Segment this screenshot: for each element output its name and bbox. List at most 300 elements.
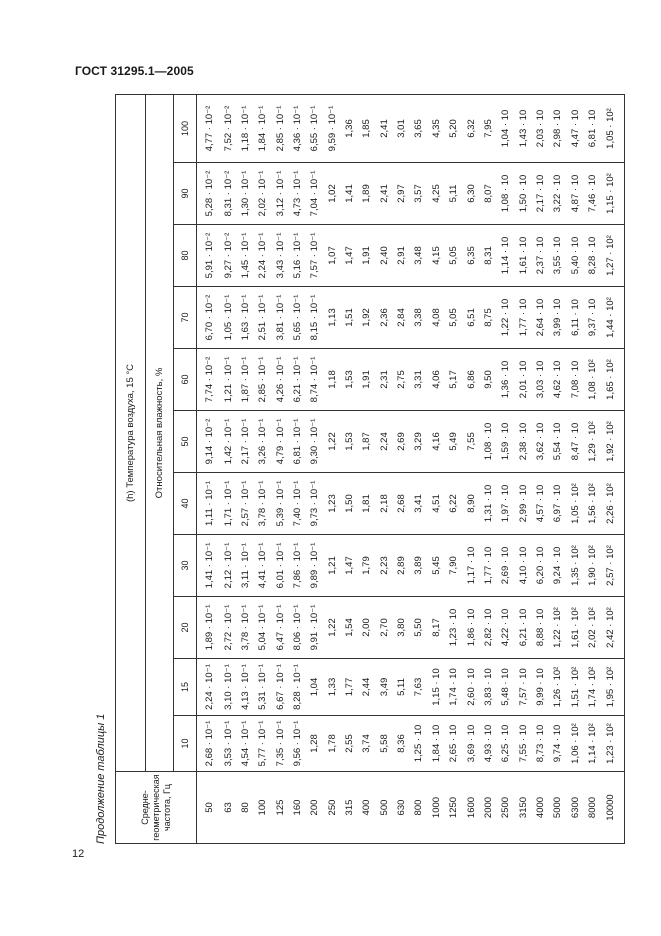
attenuation-cell: 1,22 · 10²: [550, 597, 567, 659]
attenuation-cell: 5,45: [428, 535, 445, 597]
attenuation-cell: 1,29 · 10²: [585, 411, 602, 473]
attenuation-cell: 7,40 · 10⁻¹: [290, 473, 307, 535]
table-row: [602, 94, 624, 843]
attenuation-cell: 9,50: [481, 349, 498, 411]
attenuation-cell: 4,22 · 10: [498, 597, 515, 659]
frequency-cell: 100: [255, 772, 272, 844]
table-row: [411, 94, 428, 843]
attenuation-cell: 1,81: [359, 473, 376, 535]
attenuation-cell: 8,75: [481, 287, 498, 349]
attenuation-cell: 3,74: [359, 716, 376, 772]
humidity-group-header: Относительная влажность, %: [146, 94, 174, 771]
attenuation-cell: 5,28 · 10⁻²: [197, 163, 221, 225]
attenuation-cell: 4,87 · 10: [567, 163, 584, 225]
frequency-cell: 3150: [515, 772, 532, 844]
attenuation-cell: 1,21 · 10⁻¹: [220, 349, 237, 411]
attenuation-cell: 9,73 · 10⁻¹: [307, 473, 324, 535]
attenuation-cell: 1,13: [324, 287, 341, 349]
attenuation-cell: 1,15 · 10²: [602, 163, 624, 225]
attenuation-cell: 4,41 · 10⁻¹: [255, 535, 272, 597]
table-row: [342, 94, 359, 843]
attenuation-cell: 1,59 · 10: [498, 411, 515, 473]
attenuation-cell: 1,92: [359, 287, 376, 349]
attenuation-cell: 6,21 · 10⁻¹: [290, 349, 307, 411]
attenuation-cell: 2,37 · 10: [533, 225, 550, 287]
attenuation-cell: 1,89 · 10⁻¹: [197, 597, 221, 659]
attenuation-cell: 3,53 · 10⁻¹: [220, 716, 237, 772]
attenuation-cell: 2,68: [394, 473, 411, 535]
attenuation-cell: 9,56 · 10⁻¹: [290, 716, 307, 772]
attenuation-cell: 4,54 · 10⁻¹: [237, 716, 254, 772]
frequency-cell: 1250: [446, 772, 463, 844]
attenuation-cell: 3,01: [394, 94, 411, 162]
attenuation-cell: 2,82 · 10: [481, 597, 498, 659]
attenuation-cell: 7,52 · 10⁻²: [220, 94, 237, 162]
attenuation-cell: 2,03 · 10: [533, 94, 550, 162]
attenuation-cell: 3,38: [411, 287, 428, 349]
frequency-cell: 500: [376, 772, 393, 844]
attenuation-cell: 5,40 · 10: [567, 225, 584, 287]
attenuation-cell: 1,51: [342, 287, 359, 349]
attenuation-cell: 3,43 · 10⁻¹: [272, 225, 289, 287]
attenuation-cell: 1,87 · 10⁻¹: [237, 349, 254, 411]
frequency-cell: 400: [359, 772, 376, 844]
attenuation-cell: 1,02: [324, 163, 341, 225]
frequency-cell: 8000: [585, 772, 602, 844]
attenuation-cell: 6,81 · 10: [585, 94, 602, 162]
attenuation-cell: 9,59 · 10⁻¹: [324, 94, 341, 162]
attenuation-cell: 2,69: [394, 411, 411, 473]
table-row: [197, 94, 221, 843]
attenuation-cell: 4,79 · 10⁻¹: [272, 411, 289, 473]
attenuation-table: [115, 94, 625, 844]
attenuation-cell: 2,99 · 10: [515, 473, 532, 535]
frequency-cell: 200: [307, 772, 324, 844]
frequency-cell: 250: [324, 772, 341, 844]
attenuation-cell: 2,23: [376, 535, 393, 597]
attenuation-cell: 8,36: [394, 716, 411, 772]
attenuation-cell: 9,24 · 10: [550, 535, 567, 597]
frequency-cell: 5000: [550, 772, 567, 844]
frequency-cell: 10000: [602, 772, 624, 844]
attenuation-cell: 3,55 · 10: [550, 225, 567, 287]
attenuation-cell: 3,10 · 10⁻¹: [220, 659, 237, 716]
attenuation-cell: 2,64 · 10: [533, 287, 550, 349]
attenuation-cell: 1,18: [324, 349, 341, 411]
attenuation-cell: 1,79: [359, 535, 376, 597]
attenuation-cell: 1,51 · 10²: [567, 659, 584, 716]
attenuation-cell: 7,74 · 10⁻²: [197, 349, 221, 411]
attenuation-cell: 3,99 · 10: [550, 287, 567, 349]
frequency-cell: 315: [342, 772, 359, 844]
attenuation-cell: 1,42 · 10⁻¹: [220, 411, 237, 473]
table-row: [359, 94, 376, 843]
table-row: [220, 94, 237, 843]
attenuation-cell: 2,60 · 10: [463, 659, 480, 716]
humidity-column-header: 30: [174, 535, 197, 597]
attenuation-cell: 4,26 · 10⁻¹: [272, 349, 289, 411]
frequency-cell: 125: [272, 772, 289, 844]
attenuation-cell: 1,84 · 10: [428, 716, 445, 772]
humidity-column-header: 20: [174, 597, 197, 659]
frequency-cell: 80: [237, 772, 254, 844]
attenuation-cell: 6,25 · 10: [498, 716, 515, 772]
attenuation-cell: 2,18: [376, 473, 393, 535]
attenuation-cell: 7,57 · 10⁻¹: [307, 225, 324, 287]
attenuation-cell: 1,77 · 10: [515, 287, 532, 349]
table-row: [394, 94, 411, 843]
attenuation-cell: 1,14 · 10: [498, 225, 515, 287]
attenuation-cell: 1,11 · 10⁻¹: [197, 473, 221, 535]
attenuation-cell: 1,14 · 10²: [585, 716, 602, 772]
attenuation-cell: 5,49: [446, 411, 463, 473]
attenuation-cell: 5,65 · 10⁻¹: [290, 287, 307, 349]
attenuation-cell: 1,30 · 10⁻¹: [237, 163, 254, 225]
attenuation-cell: 4,13 · 10⁻¹: [237, 659, 254, 716]
attenuation-cell: 6,32: [463, 94, 480, 162]
page-number: 12: [72, 848, 85, 860]
attenuation-cell: 6,81 · 10⁻¹: [290, 411, 307, 473]
attenuation-cell: 4,36 · 10⁻¹: [290, 94, 307, 162]
table-row: [446, 94, 463, 843]
attenuation-cell: 1,61 · 10²: [567, 597, 584, 659]
attenuation-cell: 1,56 · 10²: [585, 473, 602, 535]
attenuation-cell: 1,23 · 10²: [602, 716, 624, 772]
attenuation-cell: 1,97 · 10: [498, 473, 515, 535]
attenuation-cell: 4,73 · 10⁻¹: [290, 163, 307, 225]
attenuation-cell: 3,83 · 10: [481, 659, 498, 716]
attenuation-cell: 2,69 · 10: [498, 535, 515, 597]
attenuation-cell: 3,31: [411, 349, 428, 411]
attenuation-cell: 5,48 · 10: [498, 659, 515, 716]
attenuation-cell: 4,16: [428, 411, 445, 473]
attenuation-cell: 2,40: [376, 225, 393, 287]
humidity-column-header: 10: [174, 716, 197, 772]
attenuation-cell: 5,11: [394, 659, 411, 716]
attenuation-cell: 1,36 · 10: [498, 349, 515, 411]
rotated-table-area: [95, 94, 625, 844]
attenuation-cell: 2,51 · 10⁻¹: [255, 287, 272, 349]
attenuation-cell: 7,86 · 10⁻¹: [290, 535, 307, 597]
attenuation-cell: 6,22: [446, 473, 463, 535]
attenuation-cell: 9,99 · 10: [533, 659, 550, 716]
attenuation-cell: 3,03 · 10: [533, 349, 550, 411]
attenuation-cell: 9,30 · 10⁻¹: [307, 411, 324, 473]
attenuation-cell: 2,42 · 10²: [602, 597, 624, 659]
document-header: ГОСТ 31295.1—2005: [75, 64, 194, 78]
attenuation-cell: 1,05 · 10⁻¹: [220, 287, 237, 349]
attenuation-cell: 1,21: [324, 535, 341, 597]
attenuation-cell: 2,65 · 10: [446, 716, 463, 772]
frequency-cell: 2500: [498, 772, 515, 844]
attenuation-cell: 1,27 · 10²: [602, 225, 624, 287]
continuation-label: Продолжение таблицы 1: [95, 713, 107, 844]
table-row: [324, 94, 341, 843]
attenuation-cell: 2,24 · 10⁻¹: [197, 659, 221, 716]
attenuation-cell: 1,53: [342, 349, 359, 411]
frequency-cell: 1600: [463, 772, 480, 844]
attenuation-cell: 3,65: [411, 94, 428, 162]
attenuation-cell: 6,70 · 10⁻²: [197, 287, 221, 349]
attenuation-cell: 6,11 · 10: [567, 287, 584, 349]
attenuation-cell: 5,04 · 10⁻¹: [255, 597, 272, 659]
attenuation-cell: 1,65 · 10²: [602, 349, 624, 411]
attenuation-cell: 2,70: [376, 597, 393, 659]
attenuation-cell: 4,15: [428, 225, 445, 287]
attenuation-cell: 5,77 · 10⁻¹: [255, 716, 272, 772]
attenuation-cell: 9,27 · 10⁻²: [220, 225, 237, 287]
attenuation-cell: 2,98 · 10: [550, 94, 567, 162]
attenuation-cell: 2,31: [376, 349, 393, 411]
humidity-column-header: 15: [174, 659, 197, 716]
attenuation-cell: 5,91 · 10⁻²: [197, 225, 221, 287]
attenuation-cell: 7,35 · 10⁻¹: [272, 716, 289, 772]
attenuation-cell: 1,26 · 10²: [550, 659, 567, 716]
attenuation-cell: 1,84 · 10⁻¹: [255, 94, 272, 162]
attenuation-cell: 4,77 · 10⁻²: [197, 94, 221, 162]
table-row: [550, 94, 567, 843]
attenuation-cell: 6,20 · 10: [533, 535, 550, 597]
attenuation-cell: 1,22: [324, 597, 341, 659]
attenuation-cell: 1,17 · 10: [463, 535, 480, 597]
attenuation-cell: 2,02 · 10⁻¹: [255, 163, 272, 225]
attenuation-cell: 1,78: [324, 716, 341, 772]
attenuation-cell: 2,41: [376, 94, 393, 162]
attenuation-cell: 2,12 · 10⁻¹: [220, 535, 237, 597]
attenuation-cell: 1,05 · 10²: [602, 94, 624, 162]
frequency-cell: 4000: [533, 772, 550, 844]
attenuation-cell: 2,36: [376, 287, 393, 349]
attenuation-cell: 3,89: [411, 535, 428, 597]
attenuation-cell: 9,89 · 10⁻¹: [307, 535, 324, 597]
attenuation-cell: 1,07: [324, 225, 341, 287]
attenuation-cell: 6,97 · 10: [550, 473, 567, 535]
attenuation-cell: 1,36: [342, 94, 359, 162]
attenuation-cell: 4,35: [428, 94, 445, 162]
attenuation-cell: 3,48: [411, 225, 428, 287]
frequency-cell: 630: [394, 772, 411, 844]
attenuation-cell: 3,69 · 10: [463, 716, 480, 772]
attenuation-cell: 1,87: [359, 411, 376, 473]
humidity-column-header: 80: [174, 225, 197, 287]
attenuation-cell: 8,88 · 10: [533, 597, 550, 659]
attenuation-cell: 2,75: [394, 349, 411, 411]
attenuation-cell: 7,95: [481, 94, 498, 162]
attenuation-cell: 2,68 · 10⁻¹: [197, 716, 221, 772]
humidity-column-header: 40: [174, 473, 197, 535]
attenuation-cell: 4,57 · 10: [533, 473, 550, 535]
attenuation-cell: 2,84: [394, 287, 411, 349]
attenuation-cell: 2,24: [376, 411, 393, 473]
table-row: [255, 94, 272, 843]
attenuation-cell: 5,16 · 10⁻¹: [290, 225, 307, 287]
attenuation-cell: 4,10 · 10: [515, 535, 532, 597]
attenuation-cell: 4,06: [428, 349, 445, 411]
attenuation-cell: 9,14 · 10⁻²: [197, 411, 221, 473]
attenuation-cell: 3,80: [394, 597, 411, 659]
attenuation-cell: 6,86: [463, 349, 480, 411]
attenuation-cell: 1,50: [342, 473, 359, 535]
frequency-cell: 63: [220, 772, 237, 844]
attenuation-cell: 1,74 · 10²: [585, 659, 602, 716]
attenuation-cell: 3,57: [411, 163, 428, 225]
attenuation-cell: 3,41: [411, 473, 428, 535]
attenuation-cell: 1,28: [307, 716, 324, 772]
attenuation-cell: 2,41: [376, 163, 393, 225]
attenuation-cell: 3,78 · 10⁻¹: [255, 473, 272, 535]
attenuation-cell: 1,31 · 10: [481, 473, 498, 535]
attenuation-cell: 1,53: [342, 411, 359, 473]
attenuation-cell: 6,30: [463, 163, 480, 225]
attenuation-cell: 1,95 · 10²: [602, 659, 624, 716]
frequency-cell: 160: [290, 772, 307, 844]
attenuation-cell: 4,93 · 10: [481, 716, 498, 772]
attenuation-cell: 1,47: [342, 225, 359, 287]
attenuation-cell: 8,74 · 10⁻¹: [307, 349, 324, 411]
attenuation-cell: 1,06 · 10²: [567, 716, 584, 772]
attenuation-cell: 1,22 · 10: [498, 287, 515, 349]
attenuation-cell: 9,37 · 10: [585, 287, 602, 349]
attenuation-cell: 1,08 · 10: [498, 163, 515, 225]
frequency-column-header: Средне- геометрическая частота, Гц: [116, 772, 197, 844]
attenuation-cell: 8,15 · 10⁻¹: [307, 287, 324, 349]
humidity-column-header: 90: [174, 163, 197, 225]
attenuation-cell: 3,81 · 10⁻¹: [272, 287, 289, 349]
attenuation-cell: 6,01 · 10⁻¹: [272, 535, 289, 597]
attenuation-cell: 1,54: [342, 597, 359, 659]
attenuation-cell: 1,05 · 10²: [567, 473, 584, 535]
humidity-column-header: 70: [174, 287, 197, 349]
attenuation-cell: 5,31 · 10⁻¹: [255, 659, 272, 716]
humidity-column-header: 60: [174, 349, 197, 411]
attenuation-cell: 7,90: [446, 535, 463, 597]
attenuation-cell: 7,04 · 10⁻¹: [307, 163, 324, 225]
attenuation-cell: 8,31: [481, 225, 498, 287]
attenuation-cell: 3,11 · 10⁻¹: [237, 535, 254, 597]
table-row: [463, 94, 480, 843]
attenuation-cell: 2,97: [394, 163, 411, 225]
attenuation-cell: 6,47 · 10⁻¹: [272, 597, 289, 659]
table-row: [515, 94, 532, 843]
attenuation-cell: 3,26 · 10⁻¹: [255, 411, 272, 473]
attenuation-cell: 1,90 · 10²: [585, 535, 602, 597]
attenuation-cell: 8,47 · 10: [567, 411, 584, 473]
attenuation-cell: 5,39 · 10⁻¹: [272, 473, 289, 535]
attenuation-cell: 5,05: [446, 225, 463, 287]
attenuation-cell: 2,17 · 10⁻¹: [237, 411, 254, 473]
attenuation-cell: 2,24 · 10⁻¹: [255, 225, 272, 287]
attenuation-cell: 8,28 · 10: [585, 225, 602, 287]
attenuation-cell: 1,85: [359, 94, 376, 162]
attenuation-cell: 6,21 · 10: [515, 597, 532, 659]
table-row: [237, 94, 254, 843]
attenuation-cell: 2,91: [394, 225, 411, 287]
attenuation-cell: 3,12 · 10⁻¹: [272, 163, 289, 225]
attenuation-cell: 6,35: [463, 225, 480, 287]
table-row: [376, 94, 393, 843]
attenuation-cell: 1,74 · 10: [446, 659, 463, 716]
attenuation-cell: 8,90: [463, 473, 480, 535]
attenuation-cell: 4,51: [428, 473, 445, 535]
attenuation-cell: 8,17: [428, 597, 445, 659]
attenuation-cell: 2,38 · 10: [515, 411, 532, 473]
attenuation-cell: 1,91: [359, 349, 376, 411]
attenuation-cell: 2,55: [342, 716, 359, 772]
attenuation-cell: 2,57 · 10⁻¹: [237, 473, 254, 535]
attenuation-cell: 8,31 · 10⁻²: [220, 163, 237, 225]
attenuation-cell: 1,41 · 10⁻¹: [197, 535, 221, 597]
attenuation-cell: 7,63: [411, 659, 428, 716]
attenuation-cell: 2,72 · 10⁻¹: [220, 597, 237, 659]
attenuation-cell: 1,86 · 10: [463, 597, 480, 659]
attenuation-cell: 8,73 · 10: [533, 716, 550, 772]
attenuation-cell: 2,44: [359, 659, 376, 716]
attenuation-cell: 1,77 · 10: [481, 535, 498, 597]
attenuation-cell: 1,25 · 10: [411, 716, 428, 772]
attenuation-cell: 2,89: [394, 535, 411, 597]
attenuation-cell: 1,22: [324, 411, 341, 473]
table-row: [498, 94, 515, 843]
attenuation-cell: 3,29: [411, 411, 428, 473]
attenuation-cell: 1,08 · 10²: [585, 349, 602, 411]
attenuation-cell: 6,67 · 10⁻¹: [272, 659, 289, 716]
table-row: [307, 94, 324, 843]
attenuation-cell: 9,91 · 10⁻¹: [307, 597, 324, 659]
attenuation-cell: 2,85 · 10⁻¹: [255, 349, 272, 411]
attenuation-cell: 7,46 · 10: [585, 163, 602, 225]
attenuation-cell: 1,33: [324, 659, 341, 716]
attenuation-cell: 1,77: [342, 659, 359, 716]
frequency-cell: 2000: [481, 772, 498, 844]
attenuation-cell: 4,08: [428, 287, 445, 349]
attenuation-cell: 5,05: [446, 287, 463, 349]
attenuation-cell: 1,44 · 10²: [602, 287, 624, 349]
table-caption: (h) Температура воздуха, 15 °С: [116, 94, 146, 771]
table-row: [272, 94, 289, 843]
humidity-column-header: 50: [174, 411, 197, 473]
attenuation-cell: 1,04: [307, 659, 324, 716]
attenuation-cell: 2,02 · 10²: [585, 597, 602, 659]
attenuation-cell: 3,22 · 10: [550, 163, 567, 225]
attenuation-cell: 1,18 · 10⁻¹: [237, 94, 254, 162]
attenuation-cell: 7,08 · 10: [567, 349, 584, 411]
frequency-cell: 800: [411, 772, 428, 844]
attenuation-cell: 1,43 · 10: [515, 94, 532, 162]
attenuation-cell: 7,55: [463, 411, 480, 473]
table-row: [585, 94, 602, 843]
attenuation-cell: 1,23: [324, 473, 341, 535]
attenuation-cell: 1,47: [342, 535, 359, 597]
attenuation-cell: 3,78 · 10⁻¹: [237, 597, 254, 659]
attenuation-cell: 8,07: [481, 163, 498, 225]
attenuation-cell: 2,57 · 10²: [602, 535, 624, 597]
attenuation-cell: 1,61 · 10: [515, 225, 532, 287]
attenuation-cell: 3,62 · 10: [533, 411, 550, 473]
attenuation-cell: 1,63 · 10⁻¹: [237, 287, 254, 349]
attenuation-cell: 5,11: [446, 163, 463, 225]
attenuation-cell: 1,45 · 10⁻¹: [237, 225, 254, 287]
table-row: [533, 94, 550, 843]
attenuation-cell: 1,92 · 10²: [602, 411, 624, 473]
attenuation-cell: 3,49: [376, 659, 393, 716]
attenuation-cell: 5,20: [446, 94, 463, 162]
attenuation-cell: 7,57 · 10: [515, 659, 532, 716]
attenuation-cell: 7,55 · 10: [515, 716, 532, 772]
attenuation-cell: 2,00: [359, 597, 376, 659]
attenuation-cell: 1,04 · 10: [498, 94, 515, 162]
attenuation-cell: 9,74 · 10: [550, 716, 567, 772]
attenuation-cell: 1,89: [359, 163, 376, 225]
